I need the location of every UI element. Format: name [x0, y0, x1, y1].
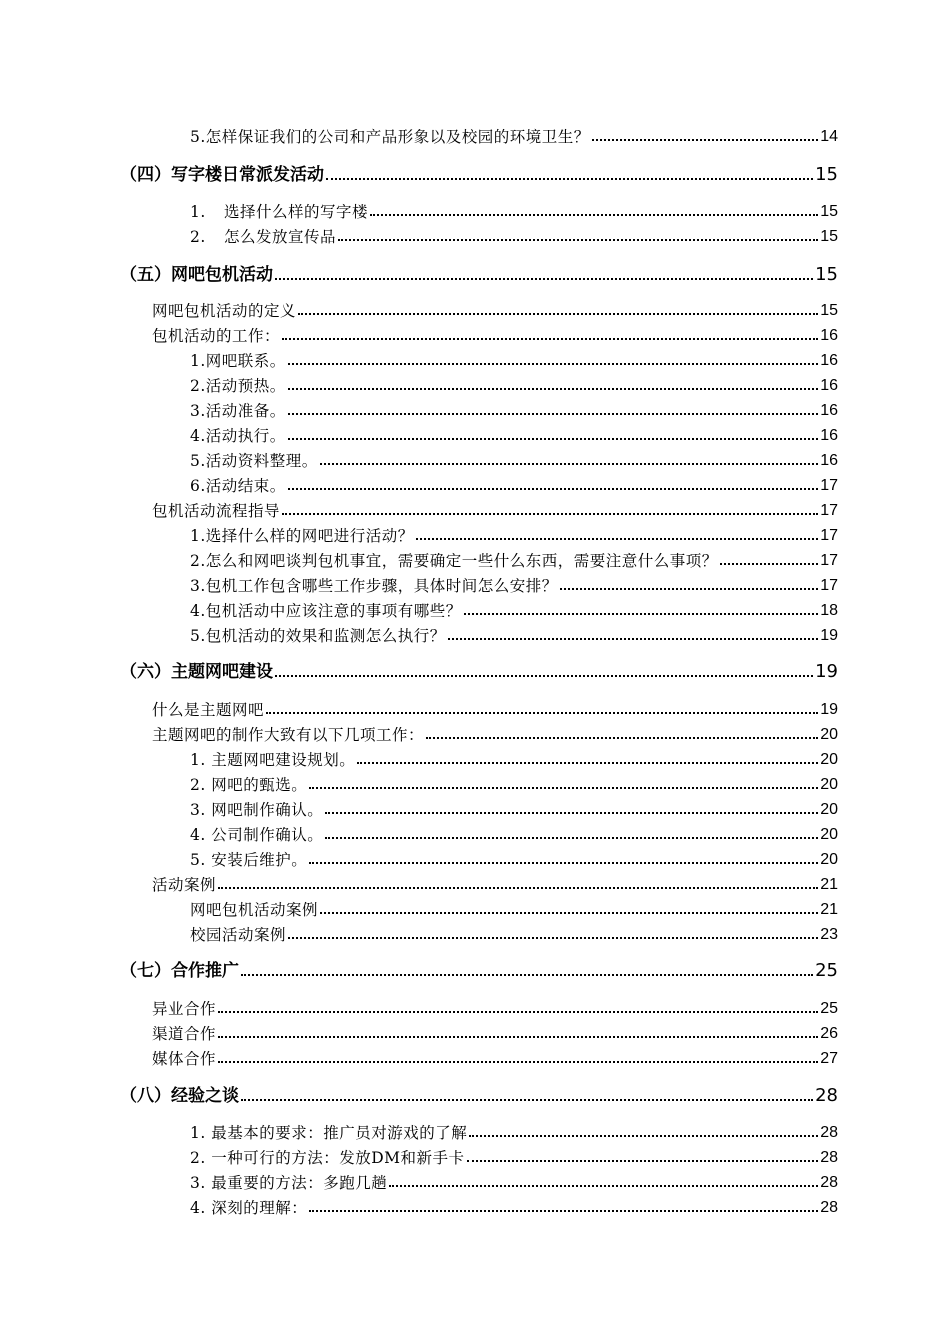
dot-leader	[218, 1011, 818, 1013]
toc-entry-text: 1. 主题网吧建设规划。	[190, 750, 356, 769]
toc-section-heading[interactable]	[120, 1087, 838, 1105]
toc-entry-title	[190, 1173, 388, 1192]
toc-entry-text: 4.活动执行。	[190, 426, 286, 445]
toc-entry-text: 2.怎么和网吧谈判包机事宜，需要确定一些什么东西，需要注意什么事项？	[190, 551, 718, 570]
dot-leader	[288, 413, 818, 415]
toc-entry-title	[190, 1148, 465, 1167]
toc-section-heading[interactable]	[120, 266, 838, 284]
toc-entry-title	[190, 576, 558, 595]
toc-page-number: 28	[820, 1174, 838, 1191]
toc-entry-title	[190, 601, 462, 620]
dot-leader	[320, 912, 818, 914]
toc-page-number: 15	[815, 264, 838, 285]
dot-leader	[325, 812, 818, 814]
dot-leader	[288, 388, 818, 390]
dot-leader	[416, 538, 818, 540]
toc-entry-text: 5.活动资料整理。	[190, 451, 318, 470]
toc-entry[interactable]	[152, 1001, 838, 1017]
toc-page-number: 19	[815, 661, 838, 682]
toc-entry-text: 包机活动的工作：	[152, 326, 281, 345]
toc-entry[interactable]	[190, 378, 838, 394]
toc-entry-title	[120, 963, 239, 980]
toc-page-number: 16	[820, 427, 838, 444]
toc-entry-number: 1.	[190, 202, 206, 221]
toc-entry-text: （四）写字楼日常派发活动	[120, 165, 324, 185]
toc-entry-title	[190, 850, 308, 869]
dot-leader	[275, 675, 813, 677]
toc-entry[interactable]	[190, 553, 838, 569]
toc-entry-text: 6.活动结束。	[190, 476, 286, 495]
toc-page-number: 18	[820, 602, 838, 619]
toc-entry-text: 3.活动准备。	[190, 401, 286, 420]
toc-entry-text: 选择什么样的写字楼	[224, 202, 369, 221]
toc-entry[interactable]	[190, 902, 838, 918]
dot-leader	[720, 563, 818, 565]
toc-entry-title	[152, 700, 265, 719]
toc-page-number: 23	[820, 926, 838, 943]
toc-entry[interactable]	[152, 877, 838, 893]
dot-leader	[282, 338, 818, 340]
dot-leader	[266, 712, 818, 714]
toc-page-number: 26	[820, 1025, 838, 1042]
toc-page-number: 15	[820, 203, 838, 220]
toc-entry[interactable]	[152, 1026, 838, 1042]
dot-leader	[218, 887, 818, 889]
toc-entry-title	[190, 925, 287, 944]
toc-page-number: 17	[820, 477, 838, 494]
toc-entry-title	[190, 451, 318, 470]
toc-entry-title	[190, 626, 446, 645]
dot-leader	[309, 1210, 818, 1212]
toc-page-number: 21	[820, 901, 838, 918]
toc-entry-title	[190, 227, 337, 246]
toc-entry-text: 媒体合作	[152, 1049, 217, 1068]
toc-page-number: 16	[820, 452, 838, 469]
dot-leader	[464, 613, 818, 615]
toc-entry-title	[190, 376, 286, 395]
toc-section-heading[interactable]	[120, 166, 838, 184]
toc-entry-title	[152, 301, 297, 320]
dot-leader	[218, 1061, 818, 1063]
toc-page-number: 15	[820, 302, 838, 319]
toc-entry[interactable]	[190, 1200, 838, 1216]
toc-entry[interactable]	[190, 403, 838, 419]
toc-page-number: 20	[820, 826, 838, 843]
toc-page-number: 16	[820, 377, 838, 394]
toc-entry-title	[190, 526, 414, 545]
dot-leader	[298, 313, 818, 315]
toc-entry-text: 4. 公司制作确认。	[190, 825, 324, 844]
toc-entry[interactable]	[190, 1175, 838, 1191]
toc-section-heading[interactable]	[120, 663, 838, 681]
toc-entry-title	[190, 800, 324, 819]
toc-entry-title	[190, 127, 590, 146]
toc-entry[interactable]	[190, 428, 838, 444]
toc-page-number: 20	[820, 776, 838, 793]
toc-page-number: 20	[820, 801, 838, 818]
toc-entry[interactable]	[190, 129, 838, 145]
toc-page-number: 28	[820, 1199, 838, 1216]
dot-leader	[282, 513, 818, 515]
toc-section-heading[interactable]	[120, 962, 838, 980]
dot-leader	[338, 239, 818, 241]
toc-page-number: 17	[820, 552, 838, 569]
dot-leader	[448, 638, 818, 640]
toc-entry-title	[152, 326, 281, 345]
toc-entry-text: 1.网吧联系。	[190, 351, 286, 370]
toc-page-number: 15	[820, 228, 838, 245]
toc-entry-title	[120, 267, 273, 284]
toc-page-number: 28	[820, 1124, 838, 1141]
toc-entry-text: 校园活动案例	[190, 925, 287, 944]
toc-entry[interactable]	[190, 603, 838, 619]
toc-page-number: 15	[815, 164, 838, 185]
toc-page-number: 19	[820, 701, 838, 718]
toc-entry[interactable]	[190, 478, 838, 494]
dot-leader	[370, 214, 818, 216]
toc-page-number: 27	[820, 1050, 838, 1067]
toc-entry-text: 网吧包机活动的定义	[152, 301, 297, 320]
dot-leader	[426, 737, 818, 739]
toc-page-number: 20	[820, 726, 838, 743]
toc-entry-text: 包机活动流程指导	[152, 501, 281, 520]
dot-leader	[241, 974, 813, 976]
toc-entry[interactable]	[190, 453, 838, 469]
toc-entry[interactable]	[190, 528, 838, 544]
toc-page-number: 17	[820, 527, 838, 544]
toc-entry-title	[190, 401, 286, 420]
toc-entry-title	[190, 202, 369, 221]
toc-entry[interactable]	[190, 578, 838, 594]
dot-leader	[309, 787, 818, 789]
toc-entry[interactable]	[190, 628, 838, 644]
toc-entry-text: 1. 最基本的要求：推广员对游戏的了解	[190, 1123, 468, 1142]
toc-entry-text: 3. 最重要的方法：多跑几趟	[190, 1173, 388, 1192]
toc-entry-text: 1.选择什么样的网吧进行活动？	[190, 526, 414, 545]
toc-entry-title	[190, 351, 286, 370]
dot-leader	[469, 1135, 818, 1137]
toc-entry-text: 3. 网吧制作确认。	[190, 800, 324, 819]
toc-page-number: 20	[820, 751, 838, 768]
toc-entry-text: 活动案例	[152, 875, 217, 894]
toc-page-number: 28	[820, 1149, 838, 1166]
toc-page-number: 17	[820, 502, 838, 519]
toc-page-number: 19	[820, 627, 838, 644]
toc-entry[interactable]	[190, 1150, 838, 1166]
toc-entry-title	[120, 167, 324, 184]
toc-entry-text: 异业合作	[152, 999, 217, 1018]
dot-leader	[288, 438, 818, 440]
toc-entry[interactable]	[152, 727, 838, 743]
toc-entry-text: 3.包机工作包含哪些工作步骤，具体时间怎么安排？	[190, 576, 558, 595]
dot-leader	[320, 463, 818, 465]
toc-entry-title	[120, 664, 273, 681]
toc-entry-text: （八）经验之谈	[120, 1086, 239, 1106]
toc-entry-text: （六）主题网吧建设	[120, 662, 273, 682]
toc-page-number: 25	[820, 1000, 838, 1017]
toc-page-number: 20	[820, 851, 838, 868]
toc-entry-text: 网吧包机活动案例	[190, 900, 319, 919]
toc-entry-text: 渠道合作	[152, 1024, 217, 1043]
toc-entry[interactable]	[190, 777, 838, 793]
toc-entry[interactable]	[190, 353, 838, 369]
toc-entry[interactable]	[152, 503, 838, 519]
toc-entry-title	[152, 1049, 217, 1068]
dot-leader	[218, 1036, 818, 1038]
toc-entry-title	[190, 476, 286, 495]
toc-entry-title	[190, 1198, 308, 1217]
toc-entry-title	[190, 775, 308, 794]
toc-page-number: 16	[820, 402, 838, 419]
toc-page-number: 17	[820, 577, 838, 594]
toc-entry-title	[152, 501, 281, 520]
toc-entry-title	[120, 1088, 239, 1105]
dot-leader	[467, 1160, 819, 1162]
toc-entry[interactable]	[190, 827, 838, 843]
dot-leader	[288, 363, 818, 365]
toc-entry-title	[190, 900, 319, 919]
toc-entry[interactable]	[152, 702, 838, 718]
toc-entry-title	[190, 750, 356, 769]
toc-entry-text: 2.活动预热。	[190, 376, 286, 395]
toc-entry-text: 什么是主题网吧	[152, 700, 265, 719]
dot-leader	[357, 762, 818, 764]
toc-page-number: 28	[815, 1085, 838, 1106]
toc-entry[interactable]	[152, 328, 838, 344]
toc-entry[interactable]	[190, 204, 838, 220]
dot-leader	[325, 837, 818, 839]
toc-entry-number: 2.	[190, 227, 206, 246]
toc-entry[interactable]	[152, 1051, 838, 1067]
toc-entry-text: 5. 安装后维护。	[190, 850, 308, 869]
toc-page-number: 16	[820, 352, 838, 369]
dot-leader	[275, 278, 813, 280]
toc-page-number: 25	[815, 960, 838, 981]
toc-entry[interactable]	[190, 802, 838, 818]
toc-page-number: 21	[820, 876, 838, 893]
toc-entry-text: 怎么发放宣传品	[224, 227, 337, 246]
toc-entry-text: 5.怎样保证我们的公司和产品形象以及校园的环境卫生？	[190, 127, 590, 146]
toc-entry[interactable]	[152, 303, 838, 319]
toc-entry-title	[190, 551, 718, 570]
dot-leader	[241, 1099, 813, 1101]
toc-entry-title	[152, 999, 217, 1018]
toc-entry-text: （七）合作推广	[120, 961, 239, 981]
toc-entry-title	[190, 1123, 468, 1142]
dot-leader	[326, 178, 813, 180]
toc-entry-title	[152, 875, 217, 894]
dot-leader	[288, 488, 818, 490]
toc-entry-title	[152, 725, 425, 744]
toc-entry-title	[152, 1024, 217, 1043]
toc-entry[interactable]	[190, 927, 838, 943]
toc-entry-text: （五）网吧包机活动	[120, 265, 273, 285]
toc-entry[interactable]	[190, 1125, 838, 1141]
toc-entry-text: 2. 一种可行的方法：发放DM和新手卡	[190, 1148, 465, 1167]
toc-entry-text: 2. 网吧的甄选。	[190, 775, 308, 794]
toc-entry[interactable]	[190, 852, 838, 868]
dot-leader	[389, 1185, 818, 1187]
toc-page-number: 14	[820, 128, 838, 145]
toc-entry-text: 4. 深刻的理解：	[190, 1198, 308, 1217]
dot-leader	[560, 588, 818, 590]
toc-entry-text: 4.包机活动中应该注意的事项有哪些？	[190, 601, 462, 620]
toc-entry-text: 5.包机活动的效果和监测怎么执行？	[190, 626, 446, 645]
dot-leader	[592, 139, 818, 141]
toc-page-number: 16	[820, 327, 838, 344]
toc-entry[interactable]	[190, 752, 838, 768]
toc-entry-title	[190, 426, 286, 445]
dot-leader	[309, 862, 818, 864]
toc-entry[interactable]	[190, 229, 838, 245]
toc-entry-text: 主题网吧的制作大致有以下几项工作：	[152, 725, 425, 744]
toc-entry-title	[190, 825, 324, 844]
dot-leader	[288, 937, 818, 939]
